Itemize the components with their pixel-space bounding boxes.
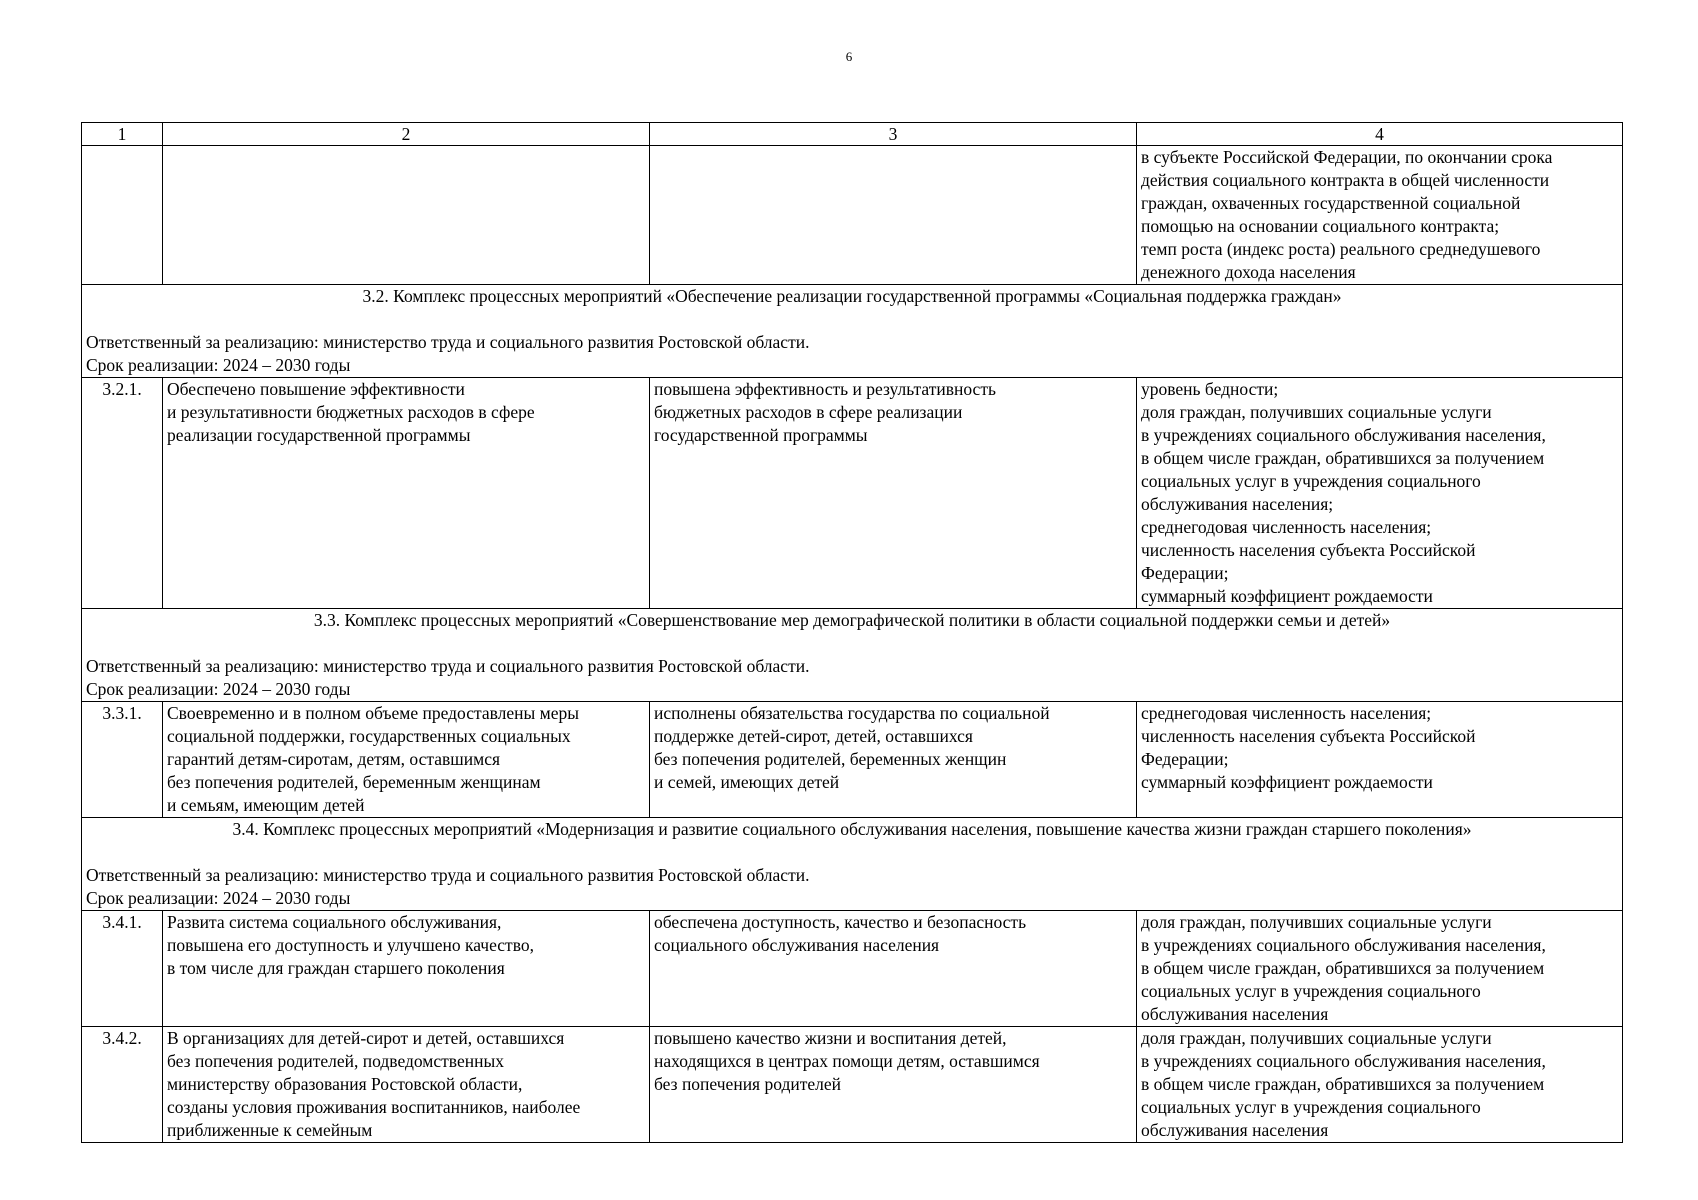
cell-line: в общем числе граждан, обратившихся за получением: [1141, 1074, 1545, 1094]
cell-line: доля граждан, получивших социальные услуги: [1141, 1028, 1492, 1048]
cell-line: среднегодовая численность населения;: [1141, 703, 1432, 723]
task-cell: [163, 911, 650, 1027]
section-responsible: Ответственный за реализацию: министерство труда и социального развития Ростовской области.: [86, 656, 810, 676]
header-cell-2: 2: [163, 123, 650, 146]
cell-line: бюджетных расходов в сфере реализации: [654, 402, 963, 422]
section-row: [82, 285, 1623, 378]
task-cell: [163, 702, 650, 818]
task-cell: [163, 1027, 650, 1143]
header-cell-1: 1: [82, 123, 163, 146]
result-cell: [650, 911, 1137, 1027]
section-cell: [82, 818, 1623, 911]
indicators-cell: [1137, 378, 1623, 609]
section-row: [82, 609, 1623, 702]
header-cell-3: 3: [650, 123, 1137, 146]
cell-line: денежного дохода населения: [1141, 262, 1356, 282]
cell-line: находящихся в центрах помощи детям, оставшимся: [654, 1051, 1040, 1071]
cell-line: социального обслуживания населения: [654, 935, 940, 955]
cell-line: Своевременно и в полном объеме предоставлены меры: [167, 703, 580, 723]
table-row: [82, 378, 1623, 609]
cell-line: поддержке детей-сирот, детей, оставшихся: [654, 726, 973, 746]
cell-line: реализации государственной программы: [167, 425, 471, 445]
cell-line: социальной поддержки, государственных социальных: [167, 726, 571, 746]
cell-line: в субъекте Российской Федерации, по окончании срока: [1141, 147, 1553, 167]
header-row: [82, 123, 1623, 146]
section-period: Срок реализации: 2024 – 2030 годы: [86, 888, 351, 908]
cell-line: в общем числе граждан, обратившихся за получением: [1141, 958, 1545, 978]
cell-line: в учреждениях социального обслуживания населения,: [1141, 1051, 1546, 1071]
cell-line: исполнены обязательства государства по социальной: [654, 703, 1050, 723]
section-responsible: Ответственный за реализацию: министерство труда и социального развития Ростовской области.: [86, 865, 810, 885]
cell-line: государственной программы: [654, 425, 868, 445]
indicators-cell: [1137, 702, 1623, 818]
task-cell: [163, 378, 650, 609]
cell-line: гарантий детям-сиротам, детям, оставшимся: [167, 749, 501, 769]
cell-line: численность населения субъекта Российской: [1141, 726, 1476, 746]
indicators-cell: [1137, 911, 1623, 1027]
empty-cell: [163, 146, 650, 285]
section-title: 3.3. Комплекс процессных мероприятий «Совершенствование мер демографической политики в области социальной поддержки семьи и детей»: [313, 610, 1391, 630]
section-title: 3.4. Комплекс процессных мероприятий «Модернизация и развитие социального обслуживания населения, повышение качества жизни граждан старшего поколения»: [232, 819, 1472, 839]
cell-line: в общем числе граждан, обратившихся за получением: [1141, 448, 1545, 468]
cell-line: и семей, имеющих детей: [654, 772, 840, 792]
cell-line: созданы условия проживания воспитанников, наиболее: [167, 1097, 581, 1117]
cell-line: доля граждан, получивших социальные услуги: [1141, 912, 1492, 932]
cell-line: В организациях для детей-сирот и детей, оставшихся: [167, 1028, 565, 1048]
header-cell-4: 4: [1137, 123, 1623, 146]
table-row: [82, 146, 1623, 285]
row-number: 3.3.1.: [82, 702, 163, 818]
cell-line: без попечения родителей, беременным женщинам: [167, 772, 541, 792]
section-title: 3.2. Комплекс процессных мероприятий «Обеспечение реализации государственной программы «Социальная поддержка граждан»: [362, 286, 1342, 306]
cell-line: доля граждан, получивших социальные услуги: [1141, 402, 1492, 422]
cell-line: в учреждениях социального обслуживания населения,: [1141, 425, 1546, 445]
table-row: [82, 1027, 1623, 1143]
cell-line: обеспечена доступность, качество и безопасность: [654, 912, 1027, 932]
cell-line: суммарный коэффициент рождаемости: [1141, 772, 1433, 792]
cell-line: обслуживания населения;: [1141, 494, 1334, 514]
row-number: 3.2.1.: [82, 378, 163, 609]
cell-line: обслуживания населения: [1141, 1120, 1329, 1140]
cell-line: без попечения родителей: [654, 1074, 842, 1094]
cell-line: социальных услуг в учреждения социального: [1141, 981, 1481, 1001]
cell-line: и результативности бюджетных расходов в сфере: [167, 402, 535, 422]
cell-line: Федерации;: [1141, 563, 1229, 583]
row-number: 3.4.1.: [82, 911, 163, 1027]
program-table: [81, 122, 1623, 1143]
empty-cell: [650, 146, 1137, 285]
cell-line: министерству образования Ростовской области,: [167, 1074, 523, 1094]
section-responsible: Ответственный за реализацию: министерство труда и социального развития Ростовской области.: [86, 332, 810, 352]
cell-line: уровень бедности;: [1141, 379, 1279, 399]
cell-line: граждан, охваченных государственной социальной: [1141, 193, 1521, 213]
cell-line: численность населения субъекта Российской: [1141, 540, 1476, 560]
cell-line: помощью на основании социального контракта;: [1141, 216, 1500, 236]
section-period: Срок реализации: 2024 – 2030 годы: [86, 679, 351, 699]
row-number: 3.4.2.: [82, 1027, 163, 1143]
cell-line: Развита система социального обслуживания,: [167, 912, 502, 932]
table-body: [82, 123, 1623, 1143]
cell-line: повышена его доступность и улучшено качество,: [167, 935, 534, 955]
cell-line: обслуживания населения: [1141, 1004, 1329, 1024]
indicators-cell: [1137, 146, 1623, 285]
cell-line: приближенные к семейным: [167, 1120, 373, 1140]
empty-cell: [82, 146, 163, 285]
result-cell: [650, 1027, 1137, 1143]
cell-line: в том числе для граждан старшего поколения: [167, 958, 505, 978]
section-period: Срок реализации: 2024 – 2030 годы: [86, 355, 351, 375]
cell-line: без попечения родителей, подведомственных: [167, 1051, 504, 1071]
page-number: 6: [845, 49, 853, 64]
section-cell: [82, 609, 1623, 702]
cell-line: социальных услуг в учреждения социального: [1141, 1097, 1481, 1117]
cell-line: Федерации;: [1141, 749, 1229, 769]
cell-line: повышена эффективность и результативность: [654, 379, 996, 399]
section-cell: [82, 285, 1623, 378]
cell-line: Обеспечено повышение эффективности: [167, 379, 465, 399]
cell-line: среднегодовая численность населения;: [1141, 517, 1432, 537]
section-row: [82, 818, 1623, 911]
table-row: [82, 911, 1623, 1027]
cell-line: в учреждениях социального обслуживания населения,: [1141, 935, 1546, 955]
result-cell: [650, 378, 1137, 609]
cell-line: социальных услуг в учреждения социального: [1141, 471, 1481, 491]
result-cell: [650, 702, 1137, 818]
cell-line: без попечения родителей, беременных женщин: [654, 749, 1007, 769]
table-row: [82, 702, 1623, 818]
cell-line: темп роста (индекс роста) реального среднедушевого: [1141, 239, 1541, 259]
cell-line: повышено качество жизни и воспитания детей,: [654, 1028, 1007, 1048]
cell-line: действия социального контракта в общей численности: [1141, 170, 1550, 190]
cell-line: и семьям, имеющим детей: [167, 795, 365, 815]
cell-line: суммарный коэффициент рождаемости: [1141, 586, 1433, 606]
indicators-cell: [1137, 1027, 1623, 1143]
